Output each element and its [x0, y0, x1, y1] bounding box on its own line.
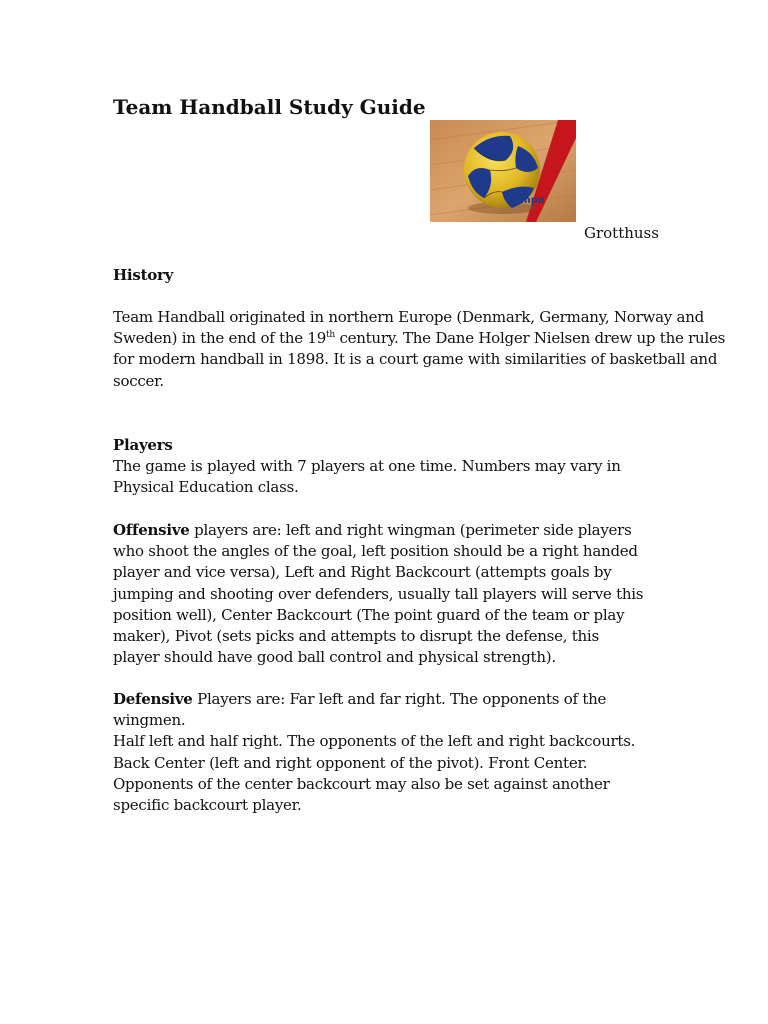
history-heading: History [113, 266, 174, 284]
offensive-line: jumping and shooting over defenders, usually tall players will serve this [113, 584, 644, 603]
handball-photo [430, 120, 576, 222]
history-line: Sweden) in the end of the 19th century. The Dane Holger Nielsen drew up the rules [113, 329, 726, 348]
history-line: Team Handball originated in northern Europe (Denmark, Germany, Norway and [113, 308, 704, 326]
defensive-line: Half left and half right. The opponents of the left and right backcourts. [113, 732, 636, 751]
offensive-line: who shoot the angles of the goal, left position should be a right handed [113, 542, 638, 561]
defensive-line: Defensive Players are: Far left and far right. The opponents of the [113, 690, 607, 708]
offensive-paragraph [113, 520, 738, 668]
defensive-line: wingmen. [113, 711, 186, 730]
offensive-line: player and vice versa), Left and Right Backcourt (attempts goals by [113, 563, 612, 582]
offensive-term: Offensive [113, 521, 190, 539]
offensive-line: position well), Center Backcourt (The point guard of the team or play [113, 605, 625, 624]
handball-photo-icon [430, 120, 576, 222]
defensive-paragraph [113, 689, 738, 816]
document-title: Team Handball Study Guide [113, 95, 426, 119]
defensive-term: Defensive [113, 690, 193, 708]
defensive-line: Opponents of the center backcourt may also be set against another [113, 774, 610, 793]
players-line: The game is played with 7 players at one time. Numbers may vary in [113, 457, 621, 475]
offensive-line: Offensive players are: left and right wingman (perimeter side players [113, 521, 632, 539]
players-paragraph [113, 456, 738, 498]
ball-brand: Kempa [506, 195, 545, 206]
author-name: Grotthuss [584, 224, 659, 242]
history-line: soccer. [113, 371, 164, 390]
offensive-line: maker), Pivot (sets picks and attempts to disrupt the defense, this [113, 627, 599, 646]
players-line: Physical Education class. [113, 478, 299, 497]
players-heading: Players [113, 436, 173, 454]
history-paragraph [113, 307, 738, 392]
defensive-line: Back Center (left and right opponent of the pivot). Front Center. [113, 753, 588, 772]
defensive-line: specific backcourt player. [113, 796, 302, 815]
history-line: for modern handball in 1898. It is a court game with similarities of basketball and [113, 350, 718, 369]
offensive-line: player should have good ball control and physical strength). [113, 648, 556, 667]
